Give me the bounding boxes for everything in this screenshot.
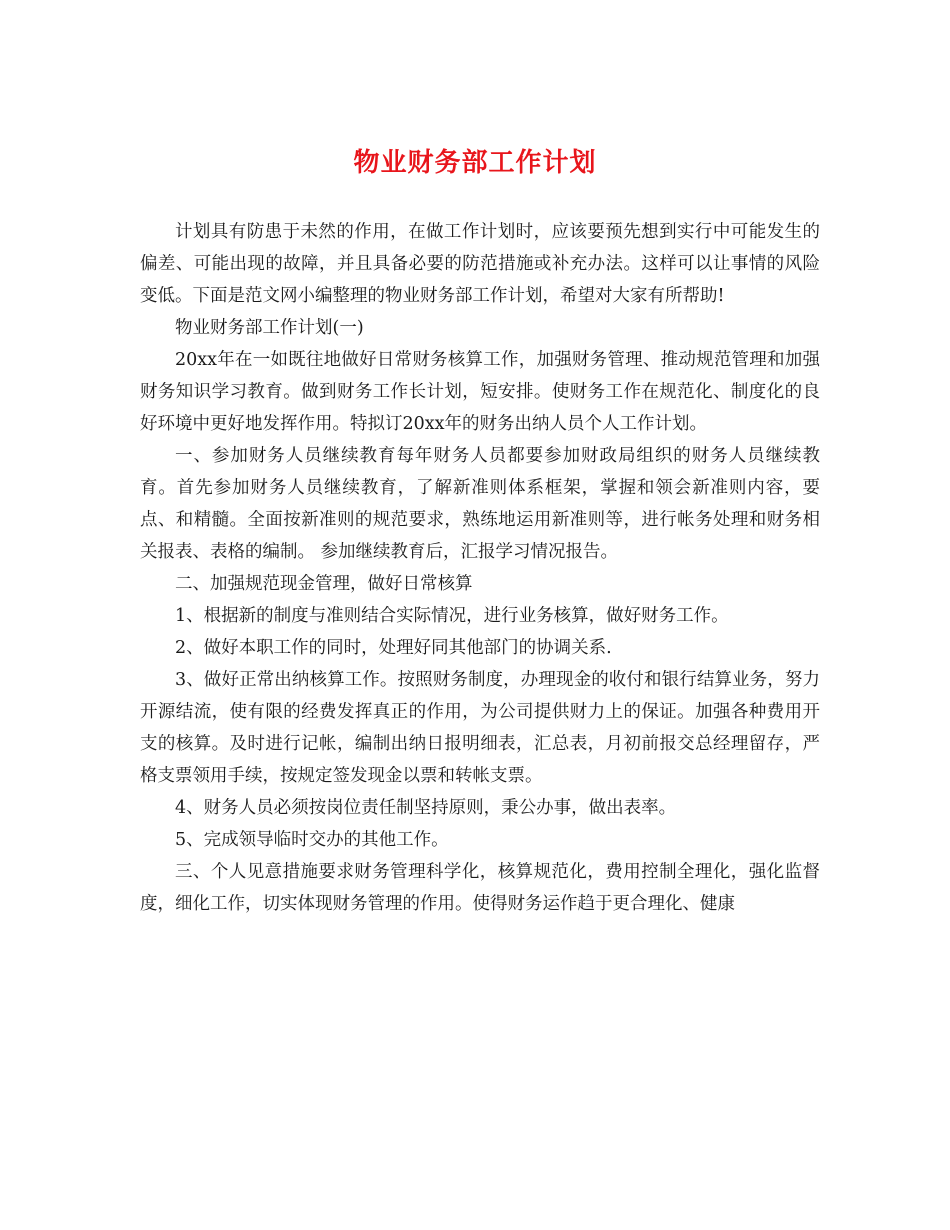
section-heading: 二、加强规范现金管理，做好日常核算 <box>175 574 473 594</box>
document-title: 物业财务部工作计划 <box>353 148 597 178</box>
section-heading: 物业财务部工作计划(一) <box>175 318 364 338</box>
list-item: 3、做好正常出纳核算工作。按照财务制度，办理现金的收付和银行结算业务，努力开源结流，使有限的经费发挥真正的作用，为公司提供财力上的保证。加强各种费用开支的核算。及时进行记帐，编制出纳日报明细表，汇总表，月初前报交总经理留存，严格支票领用手续，按规定签发现金以票和转帐支票。 <box>140 670 820 786</box>
document-body <box>140 216 820 920</box>
paragraph: 20xx年在一如既往地做好日常财务核算工作，加强财务管理、推动规范管理和加强财务知识学习教育。做到财务工作长计划，短安排。使财务工作在规范化、制度化的良好环境中更好地发挥作用。特拟订20xx年的财务出纳人员个人工作计划。 <box>140 350 820 434</box>
list-item: 5、完成领导临时交办的其他工作。 <box>175 830 449 850</box>
paragraph: 一、参加财务人员继续教育每年财务人员都要参加财政局组织的财务人员继续教育。首先参加财务人员继续教育，了解新准则体系框架，掌握和领会新准则内容，要点、和精髓。全面按新准则的规范要求，熟练地运用新准则等，进行帐务处理和财务相关报表、表格的编制。 参加继续教育后，汇报学习情况报告。 <box>140 446 820 562</box>
intro-paragraph: 计划具有防患于未然的作用，在做工作计划时，应该要预先想到实行中可能发生的偏差、可能出现的故障，并且具备必要的防范措施或补充办法。这样可以让事情的风险变低。下面是范文网小编整理的物业财务部工作计划，希望对大家有所帮助! <box>140 222 820 306</box>
list-item: 2、做好本职工作的同时，处理好同其他部门的协调关系. <box>175 638 612 658</box>
list-item: 1、根据新的制度与准则结合实际情况，进行业务核算，做好财务工作。 <box>175 606 729 626</box>
paragraph: 三、个人见意措施要求财务管理科学化，核算规范化，费用控制全理化，强化监督度，细化工作，切实体现财务管理的作用。使得财务运作趋于更合理化、健康 <box>140 862 820 914</box>
list-item: 4、财务人员必须按岗位责任制坚持原则，秉公办事，做出表率。 <box>175 798 677 818</box>
